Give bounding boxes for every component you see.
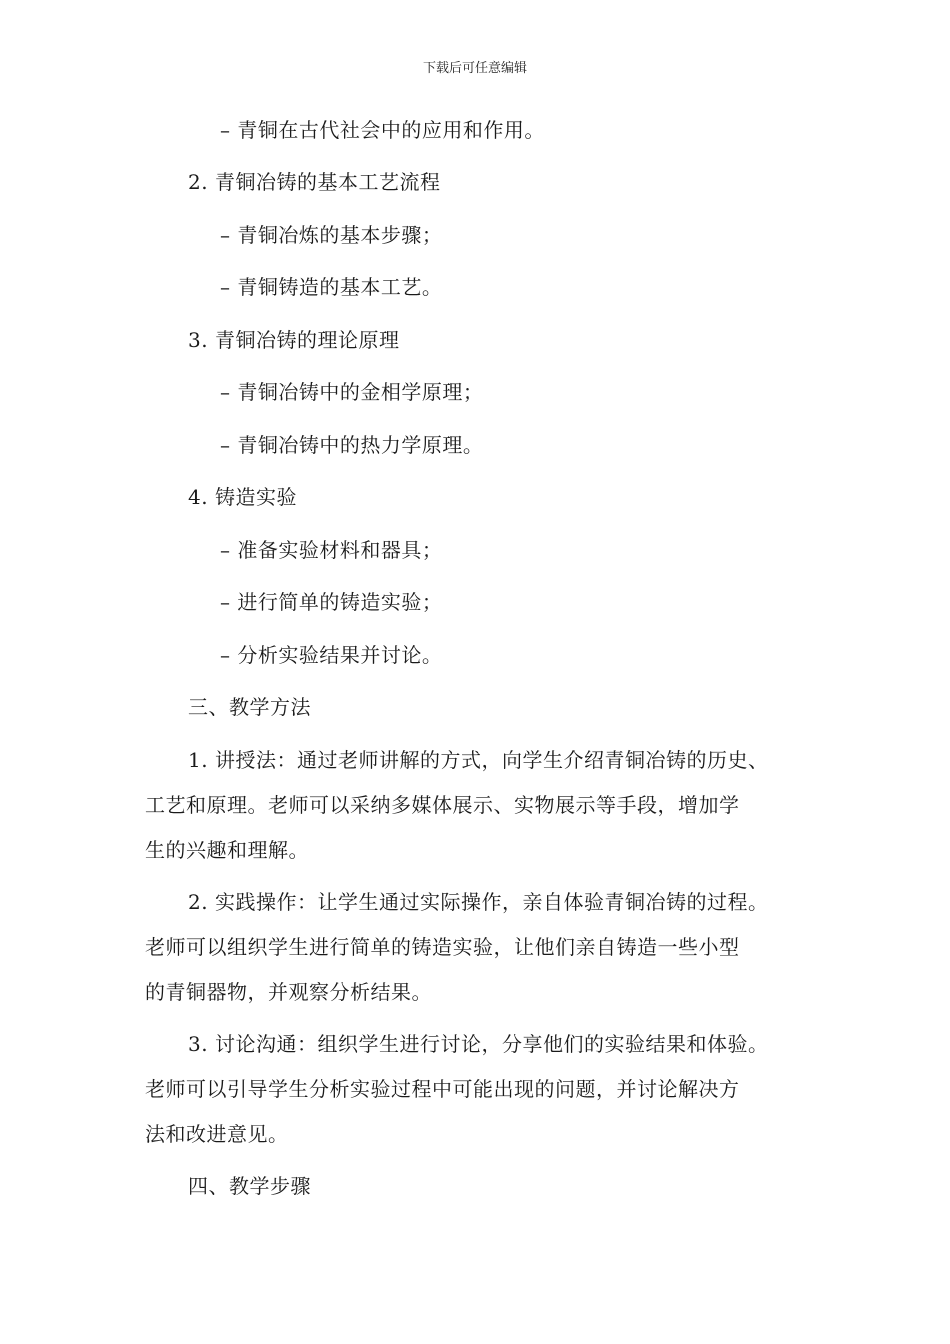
bullet-line: – 准备实验材料和器具； bbox=[220, 538, 443, 562]
paragraph-line: 的青铜器物，并观察分析结果。 bbox=[145, 980, 432, 1004]
paragraph-line: 老师可以组织学生进行简单的铸造实验，让他们亲自铸造一些小型 bbox=[145, 935, 740, 959]
bullet-line: – 青铜在古代社会中的应用和作用。 bbox=[220, 118, 545, 142]
paragraph-line: 法和改进意见。 bbox=[145, 1122, 289, 1146]
numbered-heading: 3. 青铜冶铸的理论原理 bbox=[188, 328, 400, 352]
numbered-heading: 4. 铸造实验 bbox=[188, 485, 297, 509]
paragraph-line: 工艺和原理。老师可以采纳多媒体展示、实物展示等手段，增加学 bbox=[145, 793, 740, 817]
paragraph-line: 2. 实践操作：让学生通过实际操作，亲自体验青铜冶铸的过程。 bbox=[188, 890, 769, 914]
bullet-line: – 进行简单的铸造实验； bbox=[220, 590, 443, 614]
bullet-line: – 青铜冶炼的基本步骤； bbox=[220, 223, 443, 247]
bullet-line: – 青铜冶铸中的金相学原理； bbox=[220, 380, 484, 404]
paragraph-line: 1. 讲授法：通过老师讲解的方式，向学生介绍青铜冶铸的历史、 bbox=[188, 748, 769, 772]
bullet-line: – 青铜冶铸中的热力学原理。 bbox=[220, 433, 484, 457]
paragraph-line: 生的兴趣和理解。 bbox=[145, 838, 309, 862]
bullet-line: – 分析实验结果并讨论。 bbox=[220, 643, 443, 667]
paragraph-line: 3. 讨论沟通：组织学生进行讨论，分享他们的实验结果和体验。 bbox=[188, 1032, 769, 1056]
section-heading: 四、教学步骤 bbox=[188, 1174, 311, 1198]
section-heading: 三、教学方法 bbox=[188, 695, 311, 719]
paragraph-line: 老师可以引导学生分析实验过程中可能出现的问题，并讨论解决方 bbox=[145, 1077, 740, 1101]
numbered-heading: 2. 青铜冶铸的基本工艺流程 bbox=[188, 170, 441, 194]
bullet-line: – 青铜铸造的基本工艺。 bbox=[220, 275, 443, 299]
page-header-note: 下载后可任意编辑 bbox=[422, 61, 527, 76]
